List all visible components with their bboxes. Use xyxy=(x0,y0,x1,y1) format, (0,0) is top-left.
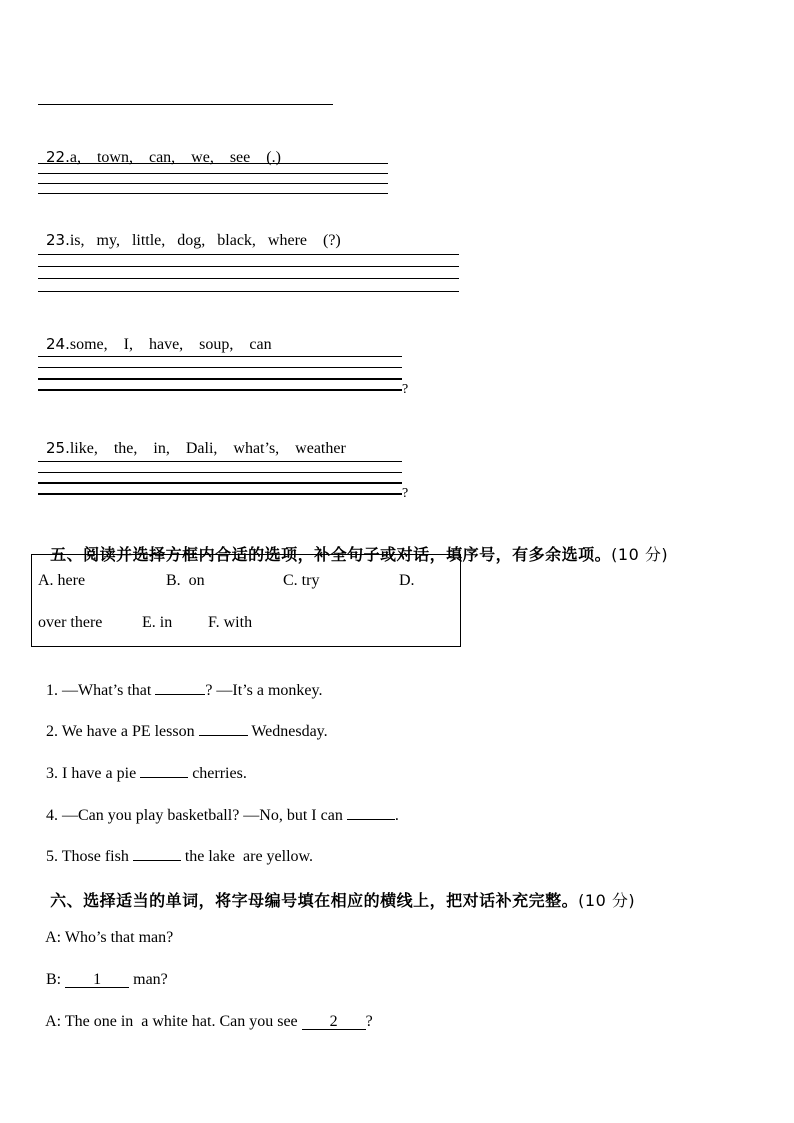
section-5-score: (10 分) xyxy=(611,545,669,564)
item-text: the lake are yellow. xyxy=(180,848,314,865)
numbered-blank[interactable]: 2 xyxy=(302,1015,366,1030)
item-text: 2. We have a PE lesson xyxy=(46,723,199,740)
question-number: 25. xyxy=(46,439,70,457)
item-text: 1. —What’s that xyxy=(46,682,156,699)
option-d: D. xyxy=(399,572,415,589)
answer-line[interactable] xyxy=(38,291,459,292)
answer-blank[interactable] xyxy=(140,763,188,778)
section-6-title xyxy=(38,869,635,911)
option-a: A. here xyxy=(38,572,86,589)
answer-line[interactable] xyxy=(38,163,388,164)
section-5-heading: 五、阅读并选择方框内合适的选项，补全句子或对话，填序号，有多余选项。 xyxy=(50,545,612,564)
answer-blank[interactable] xyxy=(199,721,248,736)
answer-line[interactable] xyxy=(38,266,459,267)
dialogue-text: B: xyxy=(46,971,66,988)
answer-line[interactable] xyxy=(38,367,402,368)
item-5 xyxy=(38,828,313,866)
word-list: a, town, can, we, see (.) xyxy=(69,149,281,166)
dialogue-text: ? xyxy=(365,1013,373,1030)
item-text: . xyxy=(394,807,399,824)
option-d-text: over there xyxy=(38,614,103,631)
question-mark: ? xyxy=(402,486,409,501)
option-c: C. try xyxy=(283,572,320,589)
option-b: B. on xyxy=(166,572,205,589)
dialogue-text: man? xyxy=(129,971,168,988)
question-23 xyxy=(38,213,341,250)
answer-line[interactable] xyxy=(38,173,388,174)
question-number: 22. xyxy=(46,148,70,166)
item-3 xyxy=(38,745,247,783)
dialogue-text: A: The one in a white hat. Can you see xyxy=(45,1013,302,1030)
question-mark: ? xyxy=(402,382,409,397)
item-text: Wednesday. xyxy=(247,723,328,740)
item-text: 3. I have a pie xyxy=(46,765,141,782)
item-2 xyxy=(38,703,328,741)
item-text: 5. Those fish xyxy=(46,848,133,865)
answer-line[interactable] xyxy=(38,389,402,391)
answer-line[interactable] xyxy=(38,461,402,462)
question-25 xyxy=(38,421,346,458)
answer-line[interactable] xyxy=(38,493,402,495)
answer-line xyxy=(38,104,333,105)
question-22 xyxy=(38,130,281,167)
answer-line[interactable] xyxy=(38,356,402,357)
dialogue-line-3 xyxy=(38,995,373,1031)
item-4 xyxy=(38,787,399,825)
question-number: 23. xyxy=(46,231,70,249)
answer-blank[interactable] xyxy=(133,846,181,861)
answer-line[interactable] xyxy=(38,193,388,194)
options-box xyxy=(31,554,461,647)
word-list: like, the, in, Dali, what’s, weather xyxy=(69,440,346,457)
numbered-blank[interactable]: 1 xyxy=(65,973,129,988)
question-number: 24. xyxy=(46,335,70,353)
dialogue-line-1 xyxy=(38,911,173,947)
answer-line[interactable] xyxy=(38,278,459,279)
item-1 xyxy=(38,662,322,700)
answer-line[interactable] xyxy=(38,482,402,484)
word-list: is, my, little, dog, black, where (?) xyxy=(69,232,341,249)
answer-line[interactable] xyxy=(38,254,459,255)
item-text: cherries. xyxy=(188,765,247,782)
word-list: some, I, have, soup, can xyxy=(69,336,272,353)
question-24 xyxy=(38,317,272,354)
item-text: 4. —Can you play basketball? —No, but I can xyxy=(46,807,347,824)
option-f: F. with xyxy=(208,614,253,631)
section-6-score: (10 分) xyxy=(578,891,636,910)
answer-line[interactable] xyxy=(38,378,402,380)
section-6-heading: 六、选择适当的单词，将字母编号填在相应的横线上，把对话补充完整。 xyxy=(50,891,579,910)
answer-blank[interactable] xyxy=(347,805,395,820)
item-text: ? —It’s a monkey. xyxy=(205,682,323,699)
option-e: E. in xyxy=(142,614,173,631)
answer-blank[interactable] xyxy=(155,680,205,695)
dialogue-line-2 xyxy=(38,953,168,989)
answer-line[interactable] xyxy=(38,183,388,184)
answer-line[interactable] xyxy=(38,472,402,473)
dialogue-text: A: Who’s that man? xyxy=(45,929,174,946)
